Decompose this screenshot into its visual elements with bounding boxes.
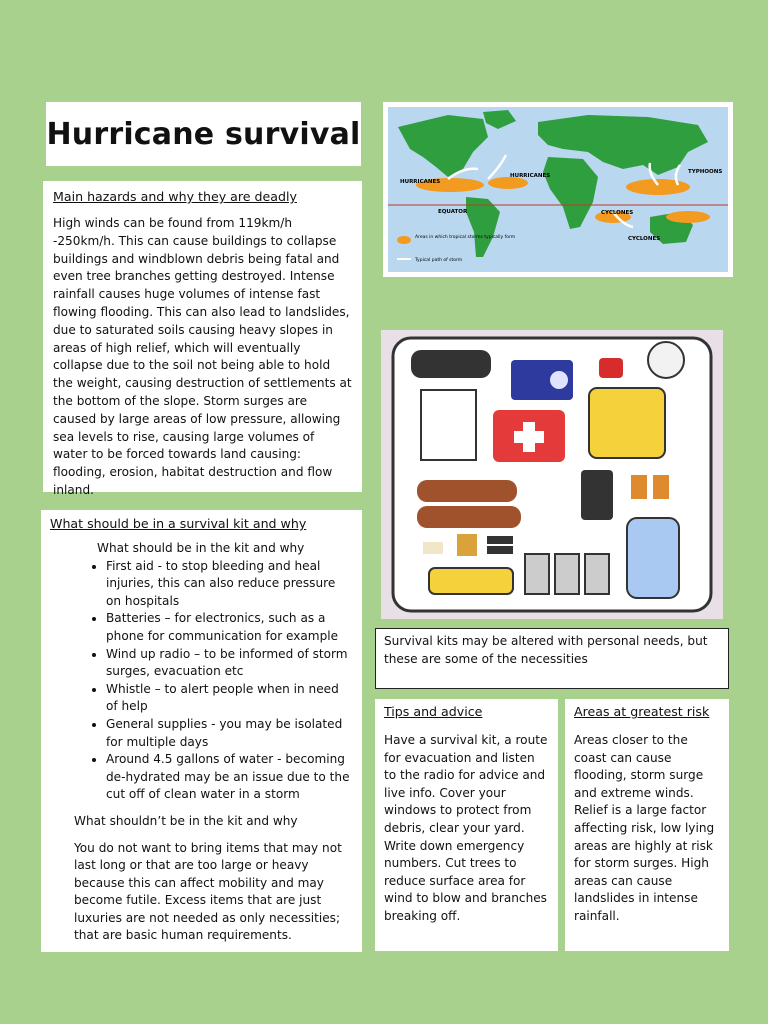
document-icon [421, 390, 476, 460]
blanket-icon [589, 388, 665, 458]
flashlight-icon [429, 568, 513, 594]
survival-kit-illustration [381, 330, 723, 619]
list-item: • Whistle – to alert people when in need of help [106, 681, 353, 716]
risk-heading: Areas at greatest risk [574, 704, 710, 719]
kit-subheading: What should be in the kit and why [97, 541, 305, 555]
kit-illustration-svg [381, 330, 723, 619]
firewood-icon [417, 506, 521, 528]
page-title: Hurricane survival [46, 116, 361, 152]
map-label: EQUATOR [438, 209, 468, 215]
legend-label: Areas in which tropical storms typically form [415, 235, 516, 240]
list-item: • Wind up radio – to be informed of storm surges, evacuation etc [106, 646, 353, 681]
world-storm-map [383, 102, 733, 277]
kit-caption: Survival kits may be altered with personal needs, but these are some of the necessities [375, 628, 729, 689]
map-label: TYPHOONS [688, 169, 723, 175]
first-aid-cross [514, 431, 544, 443]
list-item: • General supplies - you may be isolated for multiple days [106, 716, 353, 751]
list-item: • First aid - to stop bleeding and heal injuries, this can also reduce pressure on hospitals [106, 558, 353, 611]
food-can-icon [555, 554, 579, 594]
tips-heading: Tips and advice [384, 704, 483, 719]
whistle-icon [599, 358, 623, 378]
map-label: HURRICANES [400, 179, 441, 185]
medicine-icon [653, 475, 669, 499]
title-box [46, 102, 361, 166]
list-item: • Batteries – for electronics, such as a phone for communication for example [106, 610, 353, 645]
tips-panel [375, 699, 558, 951]
map-svg [388, 107, 728, 272]
firewood-icon [417, 480, 517, 502]
gps-icon [581, 470, 613, 520]
radio-speaker [550, 371, 568, 389]
toilet-roll-icon [648, 342, 684, 378]
tips-body: Have a survival kit, a route for evacuation and listen to the radio for advice and live info. Cover your windows to protect from debris, clear your yard. Write down emergency numbers. Cut trees to reduce surface area for wind to blow and branches breaking off. [384, 733, 548, 923]
kit-heading: What should be in a survival kit and why [50, 516, 307, 531]
medicine-icon [631, 475, 647, 499]
food-can-icon [585, 554, 609, 594]
candle-icon [423, 542, 443, 554]
risk-panel [565, 699, 729, 951]
bedroll-icon [411, 350, 491, 378]
survival-kit-panel [41, 510, 362, 952]
kit-list [50, 558, 353, 804]
storm-area-pacific [626, 179, 690, 195]
legend-swatch [397, 236, 411, 244]
hazards-heading: Main hazards and why they are deadly [53, 189, 297, 204]
legend-label: Typical path of storm [415, 258, 463, 263]
food-can-icon [525, 554, 549, 594]
risk-body: Areas closer to the coast can cause flooding, storm surge and extreme winds. Relief is a large factor affecting risk, low lying areas are highly at risk for storm surges. High areas can cause landslides in intense rainfall. [574, 733, 715, 923]
kit-not-heading: What shouldn’t be in the kit and why [74, 813, 298, 828]
hazards-panel [43, 181, 362, 497]
map-label: CYCLONES [628, 236, 661, 242]
storm-area-south-pacific [666, 211, 710, 223]
list-item: • Around 4.5 gallons of water - becoming de-hydrated may be an issue due to the cut off of clean water in a storm [106, 751, 353, 804]
battery-icon [487, 536, 513, 544]
matches-icon [457, 534, 477, 556]
kit-not-body: You do not want to bring items that may not last long or that are too large or heavy because this can affect mobility and may become futile. Excess items that are just luxuries are not needed as only necessities; that are basic human requirements. [74, 840, 342, 943]
map-label: CYCLONES [601, 210, 634, 216]
battery-icon [487, 546, 513, 554]
map-label: HURRICANES [510, 173, 551, 179]
hazards-body: High winds can be found from 119km/h -250km/h. This can cause buildings to collapse buildings and windblown debris being fatal and even tree branches getting destroyed. Intense rainfall causes huge volumes of intense fast flowing flooding. This can also lead to landslides, due to saturated soils causing heavy slopes in areas of high relief, which will eventually collapse due to the soil not being able to hold the weight, causing destruction of settlements at the bottom of the slope. Storm surges are caused by large areas of low pressure, allowing sea levels to rise, causing large volumes of water to be forced towards land causing: flooding, erosion, habitat destruction and flow inland. [53, 216, 352, 497]
water-jug-icon [627, 518, 679, 598]
